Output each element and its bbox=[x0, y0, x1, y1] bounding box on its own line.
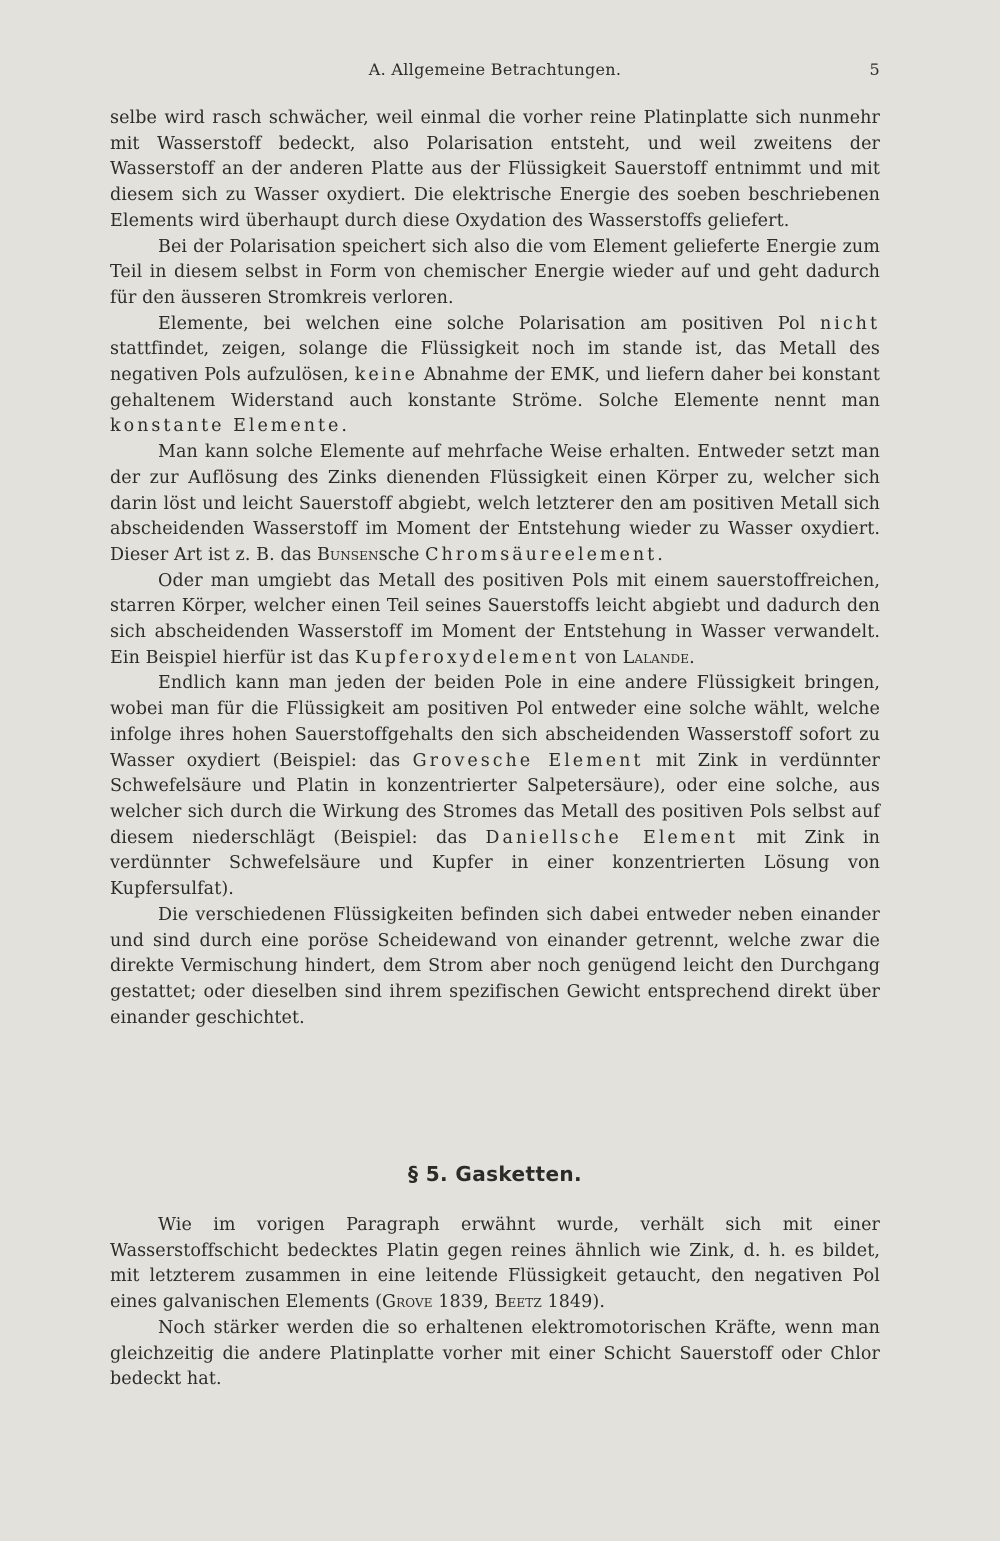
paragraph-5-text-a: Oder man umgiebt das Metall des positiven Pols mit einem sauerstoffreichen, starren Körper, welcher einen Teil seines Sauerstoffs leicht abgiebt und dadurch den sich abscheidenden Wasserstoff im Moment der Entstehung in Wasser verwandelt. Ein Beispiel hierfür ist das bbox=[110, 570, 880, 668]
section-paragraph-2: Noch stärker werden die so erhaltenen elektromotorischen Kräfte, wenn man gleichzeitig die andere Platinplatte vorher mit einer Schicht Sauerstoff oder Chlor bedeckt hat. bbox=[110, 1317, 880, 1390]
body-text bbox=[110, 106, 880, 1031]
emphasis-nicht: nicht bbox=[820, 313, 880, 334]
paragraph-2: Bei der Polarisation speichert sich also die vom Element gelieferte Energie zum Teil in diesem selbst in Form von chemischer Energie wieder auf und geht dadurch für den äusseren Stromkreis verloren. bbox=[110, 236, 880, 308]
running-title: A. Allgemeine Betrachtungen. bbox=[368, 60, 622, 79]
paragraph-5-text-c: von bbox=[579, 647, 623, 668]
section-paragraph-1 bbox=[110, 1213, 880, 1316]
emphasis-konstante-elemente: konstante Elemente. bbox=[110, 416, 350, 437]
emphasis-grovesche-element: Grovesche Element bbox=[412, 750, 644, 771]
paragraph-4-text-a: Man kann solche Elemente auf mehrfache Weise erhalten. Entweder setzt man der zur Auflösung des Zinks dienenden Flüssigkeit einen Körper zu, welcher sich darin löst und leicht Sauerstoff abgiebt, welch letzterer den am positiven Metall sich abscheidenden Wasserstoff im Moment der Entstehung wieder zu Wasser oxydiert. Dieser Art ist z. B. das bbox=[110, 442, 880, 565]
emphasis-chromsaeureelement: Chromsäureelement. bbox=[425, 544, 666, 565]
paragraph-5 bbox=[110, 569, 880, 672]
running-head bbox=[110, 60, 880, 84]
section-paragraph-1-text-c: 1839, bbox=[432, 1292, 495, 1313]
paragraph-6-text-c: mit Zink in verdünnter Schwefelsäure und Platin in konzentrierter Salpetersäure), oder eine solche, aus welcher sich durch die Wirkung des Stromes das Metall des positiven Pols selbst auf diesem niederschlägt (Beispiel: das bbox=[110, 750, 881, 848]
name-grove: Grove bbox=[382, 1292, 433, 1313]
name-lalande: Lalande. bbox=[622, 647, 695, 668]
paragraph-6 bbox=[110, 671, 880, 902]
paragraph-7: Die verschiedenen Flüssigkeiten befinden sich dabei entweder neben einander und sind durch eine poröse Scheidewand von einander getrennt, welche zwar die direkte Vermischung hindert, dem Strom aber noch genügend leicht den Durchgang gestattet; oder dieselben sind ihrem spezifischen Gewicht entsprechend direkt über einander geschichtet. bbox=[110, 904, 880, 1028]
section-body-text bbox=[110, 1213, 880, 1393]
page-number: 5 bbox=[869, 60, 880, 79]
emphasis-keine: keine bbox=[354, 365, 418, 386]
paragraph-4-text-c: sche bbox=[378, 544, 426, 565]
section-paragraph-1-text-e: 1849). bbox=[541, 1292, 605, 1313]
section-heading: § 5. Gasketten. bbox=[407, 1162, 583, 1186]
emphasis-daniellsche-element: Daniellsche Element bbox=[485, 827, 739, 848]
paragraph-3-text-c: stattfindet, zeigen, solange die Flüssigkeit noch im stande ist, das Metall des negativen Pols aufzulösen, bbox=[110, 339, 880, 386]
paragraph-6-text-e: mit Zink in verdünnter Schwefelsäure und Kupfer in einer konzentrierten Lösung von Kupfersulfat). bbox=[110, 827, 880, 900]
paragraph-3 bbox=[110, 312, 880, 441]
paragraph-4 bbox=[110, 440, 880, 569]
section-paragraph-1-text-a: Wie im vorigen Paragraph erwähnt wurde, verhält sich mit einer Wasserstoffschicht bedecktes Platin gegen reines ähnlich wie Zink, d. h. es bildet, mit letzterem zusammen in eine leitende Flüssigkeit getaucht, den negativen Pol eines galvanischen Elements ( bbox=[110, 1215, 880, 1313]
paragraph-3-text-a: Elemente, bei welchen eine solche Polarisation am positiven Pol bbox=[158, 313, 821, 334]
paragraph-3-text-e: Abnahme der EMK, und liefern daher bei konstant gehaltenem Widerstand auch konstante Ströme. Solche Elemente nennt man bbox=[110, 365, 881, 411]
paragraph-6-text-a: Endlich kann man jeden der beiden Pole in eine andere Flüssigkeit bringen, wobei man für die Flüssigkeit am positiven Pol entweder eine solche wählt, welche infolge ihres hohen Sauerstoffgehalts den sich abscheidenden Wasserstoff sofort zu Wasser oxydiert (Beispiel: das bbox=[110, 673, 880, 771]
emphasis-kupferoxydelement: Kupferoxydelement bbox=[354, 647, 580, 668]
name-beetz: Beetz bbox=[494, 1292, 542, 1313]
name-bunsen: Bunsen bbox=[317, 544, 379, 565]
paragraph-1: selbe wird rasch schwächer, weil einmal die vorher reine Platinplatte sich nunmehr mit Wasserstoff bedeckt, also Polarisation entsteht, und weil zweitens der Wasserstoff an der anderen Platte aus der Flüssigkeit Sauerstoff entnimmt und mit diesem sich zu Wasser oxydiert. Die elektrische Energie des soeben beschriebenen Elements wird überhaupt durch diese Oxydation des Wasserstoffs geliefert. bbox=[110, 108, 880, 231]
